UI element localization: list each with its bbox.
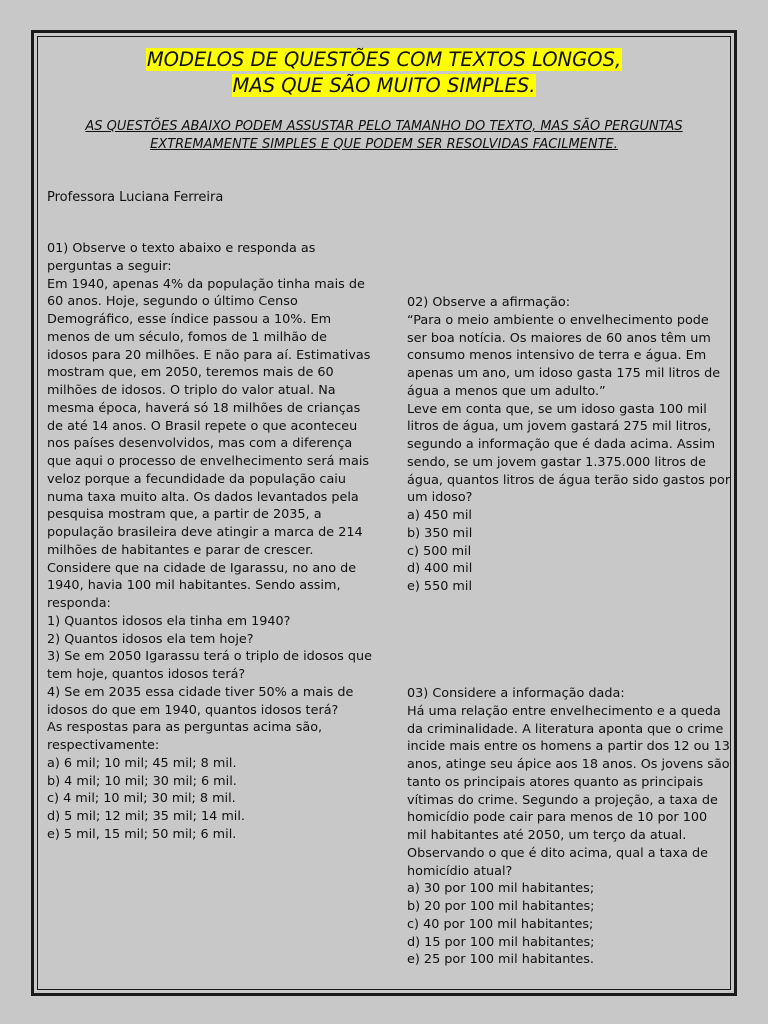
title-line-1: MODELOS DE QUESTÕES COM TEXTOS LONGOS, (146, 48, 622, 71)
subtitle (64, 118, 704, 154)
text-line: mostram que, em 2050, teremos mais de 60 (47, 365, 334, 381)
text-line: menos de um século, fomos de 1 milhão de (47, 329, 327, 345)
teacher-name: Professora Luciana Ferreira (47, 190, 224, 205)
text-line: a) 30 por 100 mil habitantes; (407, 881, 595, 897)
page-title (34, 47, 734, 99)
text-line: Demográfico, esse índice passou a 10%. Em (47, 312, 332, 327)
text-line: d) 5 mil; 12 mil; 35 mil; 14 mil. (47, 809, 245, 824)
text-line: Considere que na cidade de Igarassu, no ano de (47, 560, 357, 576)
text-line: veloz porque a fecundidade da população caiu (47, 471, 346, 487)
text-line: de até 14 anos. O Brasil repete o que aconteceu (47, 418, 358, 434)
text-line: mesma época, haverá só 18 milhões de crianças (47, 400, 361, 416)
text-line: Há uma relação entre envelhecimento e a queda (407, 703, 721, 719)
text-line: numa taxa muito alta. Os dados levantados pela (47, 489, 359, 505)
title-line-2: MAS QUE SÃO MUITO SIMPLES. (232, 74, 536, 97)
text-line: b) 4 mil; 10 mil; 30 mil; 6 mil. (47, 773, 237, 789)
text-line: 4) Se em 2035 essa cidade tiver 50% a mais de (47, 684, 354, 700)
text-line: Leve em conta que, se um idoso gasta 100 mil (407, 401, 707, 417)
text-line: pesquisa mostram que, a partir de 2035, a (47, 507, 322, 523)
text-line: a) 450 mil (407, 508, 472, 523)
text-line: ser boa notícia. Os maiores de 60 anos têm um (407, 330, 711, 346)
text-line: incide mais entre os homens a partir dos 12 ou 13 (407, 739, 730, 755)
subtitle-line-1: AS QUESTÕES ABAIXO PODEM ASSUSTAR PELO TAMANHO DO TEXTO, MAS SÃO PERGUNTAS (85, 119, 683, 134)
text-line: b) 20 por 100 mil habitantes; (407, 899, 595, 914)
subtitle-line-2: EXTREMAMENTE SIMPLES E QUE PODEM SER RESOLVIDAS FACILMENTE. (150, 137, 618, 152)
text-line: respectivamente: (47, 738, 160, 753)
text-line: a) 6 mil; 10 mil; 45 mil; 8 mil. (47, 755, 237, 771)
text-line: milhões de idosos. O triplo do valor atual. Na (47, 383, 336, 398)
text-line: perguntas a seguir: (47, 258, 172, 274)
text-line: d) 15 por 100 mil habitantes; (407, 934, 595, 950)
text-line: b) 350 mil (407, 525, 473, 541)
text-line: população brasileira deve atingir a marca de 214 (47, 525, 363, 540)
text-line: mil habitantes até 2050, um terço da atual. (407, 828, 687, 843)
text-line: litros de água, um jovem gastará 275 mil litros, (407, 419, 712, 435)
text-line: e) 5 mil, 15 mil; 50 mil; 6 mil. (47, 826, 237, 842)
document-page (31, 30, 737, 996)
text-line: 60 anos. Hoje, segundo o último Censo (47, 294, 298, 310)
text-line: homicídio pode cair para menos de 10 por 100 (407, 810, 708, 826)
text-line: da criminalidade. A literatura aponta que o crime (407, 721, 724, 737)
text-line: nos países desenvolvidos, mas com a diferença (47, 436, 353, 452)
question-2 (407, 294, 731, 596)
text-line: apenas um ano, um idoso gasta 175 mil litros de (407, 366, 721, 381)
text-line: Observando o que é dito acima, qual a taxa de (407, 845, 708, 861)
question-1 (47, 240, 377, 844)
text-line: homicídio atual? (407, 863, 513, 879)
text-line: vítimas do crime. Segundo a projeção, a taxa de (407, 792, 718, 808)
text-line: sendo, se um jovem gastar 1.375.000 litros de (407, 454, 707, 470)
text-line: água a menos que um adulto.” (407, 383, 606, 399)
question-3 (407, 685, 730, 969)
text-line: idosos do que em 1940, quantos idosos terá? (47, 702, 339, 718)
text-line: idosos para 20 milhões. E não para aí. Estimativas (47, 347, 371, 363)
text-line: tanto os principais atores quanto as principais (407, 774, 704, 790)
text-line: 01) Observe o texto abaixo e responda as (47, 241, 316, 256)
text-line: c) 40 por 100 mil habitantes; (407, 916, 594, 932)
text-line: Em 1940, apenas 4% da população tinha mais de (47, 276, 365, 292)
text-line: e) 25 por 100 mil habitantes. (407, 952, 594, 968)
text-line: c) 500 mil (407, 543, 472, 559)
text-line: 3) Se em 2050 Igarassu terá o triplo de idosos que (47, 649, 372, 665)
text-line: As respostas para as perguntas acima são, (47, 720, 323, 736)
text-line: “Para o meio ambiente o envelhecimento pode (407, 312, 709, 328)
text-line: segundo a informação que é dada acima. Assim (407, 437, 716, 452)
text-line: tem hoje, quantos idosos terá? (47, 667, 246, 682)
text-line: 2) Quantos idosos ela tem hoje? (47, 631, 254, 647)
text-line: água, quantos litros de água terão sido gastos por (407, 472, 731, 488)
text-line: c) 4 mil; 10 mil; 30 mil; 8 mil. (47, 791, 236, 807)
text-line: milhões de habitantes e parar de crescer. (47, 542, 314, 558)
text-line: d) 400 mil (407, 561, 473, 577)
text-line: 03) Considere a informação dada: (407, 686, 625, 701)
text-line: consumo menos intensivo de terra e água. Em (407, 348, 707, 364)
text-line: anos, atinge seu ápice aos 18 anos. Os jovens são (407, 757, 730, 772)
text-line: que aqui o processo de envelhecimento será mais (47, 454, 370, 469)
text-line: um idoso? (407, 490, 473, 506)
text-line: 1940, havia 100 mil habitantes. Sendo assim, (47, 578, 341, 594)
text-line: responda: (47, 596, 111, 611)
text-line: 1) Quantos idosos ela tinha em 1940? (47, 613, 291, 629)
text-line: e) 550 mil (407, 579, 473, 594)
text-line: 02) Observe a afirmação: (407, 295, 571, 310)
